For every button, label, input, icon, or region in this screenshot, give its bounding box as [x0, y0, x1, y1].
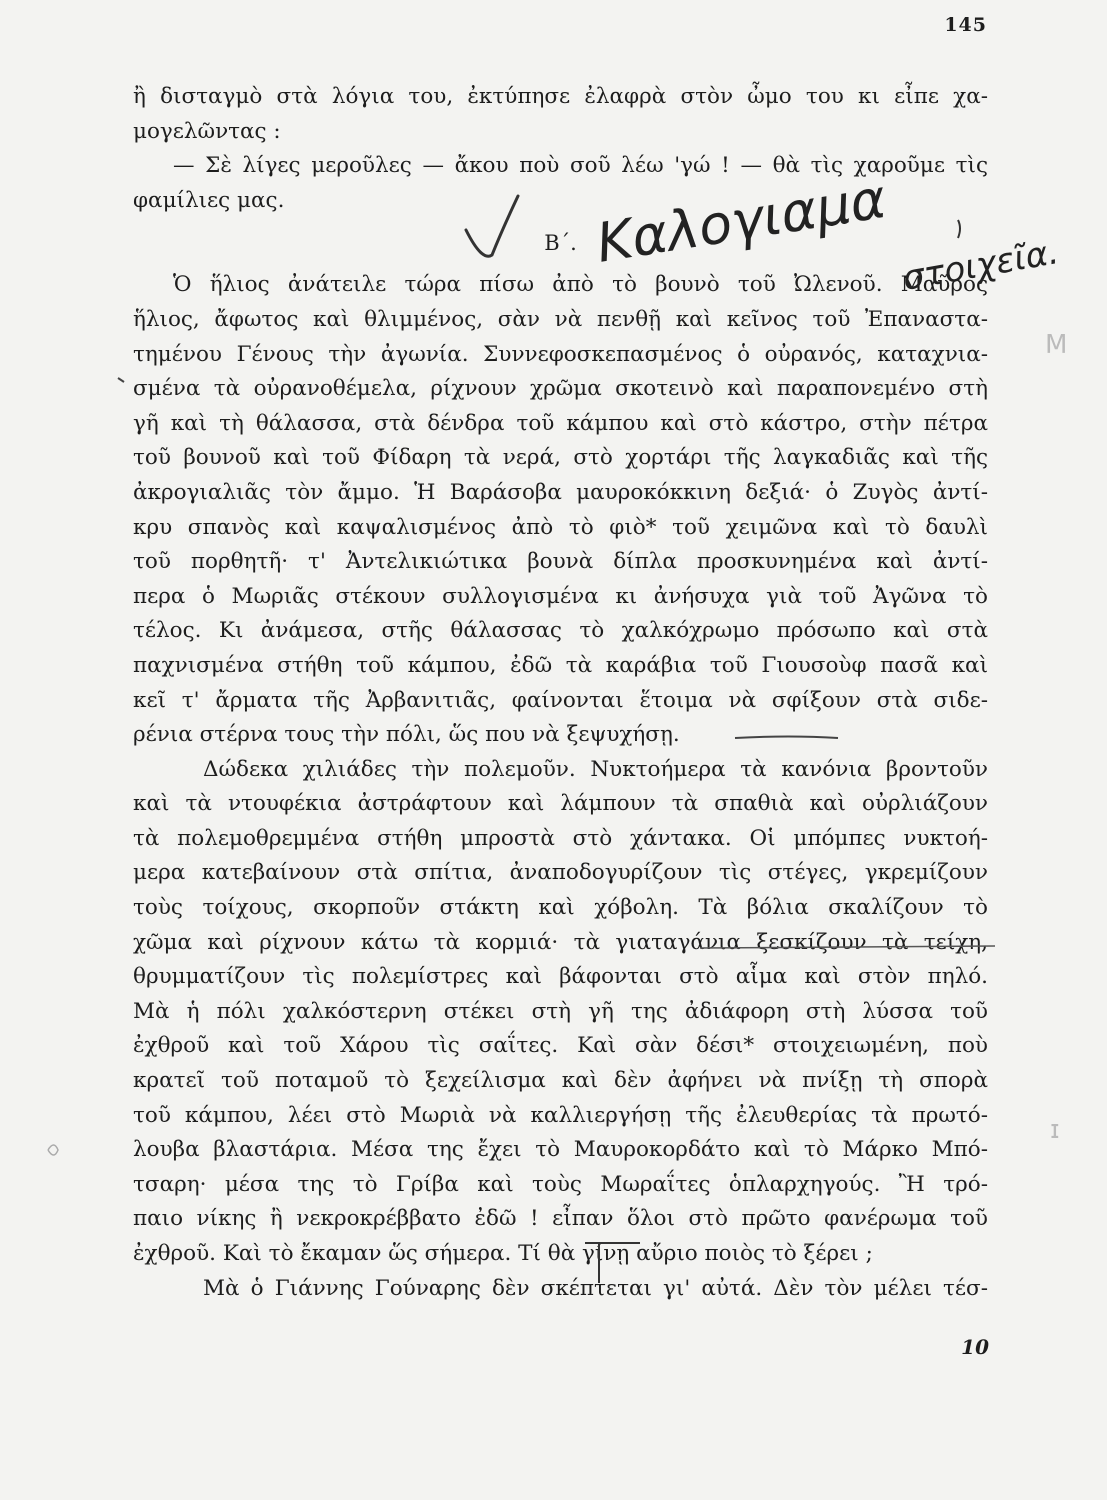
paragraph-line: ἐχθροῦ καὶ τοῦ Χάρου τὶς σαΐτες. Καὶ σὰν δέσι* στοιχειωμένη, ποὺ — [133, 1033, 988, 1059]
paragraph-line: θρυμματίζουν τὶς πολεμίστρες καὶ βάφονται στὸ αἷμα καὶ στὸν πηλό. — [133, 964, 988, 990]
paragraph-line: καὶ τὰ ντουφέκια ἀστράφτουν καὶ λάμπουν τὰ σπαθιὰ καὶ οὐρλιάζουν — [133, 791, 988, 817]
paragraph-line: λουβα βλαστάρια. Μέσα της ἔχει τὸ Μαυροκορδάτο καὶ τὸ Μάρκο Μπό- — [133, 1137, 988, 1163]
paragraph-line: κεῖ τ' ἄρματα τῆς Ἀρβανιτιᾶς, φαίνονται ἕτοιμα νὰ σφίξουν στὰ σιδε- — [133, 687, 988, 713]
paragraph-line: τοῦ πορθητῆ· τ' Ἀντελικιώτικα βουνὰ δίπλα προσκυνημένα καὶ ἀντί- — [133, 549, 988, 575]
text-body — [133, 80, 988, 1306]
paragraph-line: κρατεῖ τοῦ ποταμοῦ τὸ ξεχείλισμα καὶ δὲν ἀφήνει νὰ πνίξῃ τὴ σπορὰ — [133, 1068, 988, 1094]
paragraph-line: Μὰ ὁ Γιάννης Γούναρης δὲν σκέπτεται γι' αὐτά. Δὲν τὸν μέλει τέσ- — [203, 1275, 988, 1301]
paragraph-line: χῶμα καὶ ρίχνουν κάτω τὰ κορμιά· τὰ γιαταγάνια ξεσκίζουν τὰ τείχη, — [133, 929, 988, 955]
paragraph-line: σμένα τὰ οὐρανοθέμελα, ρίχνουν χρῶμα σκοτεινὸ καὶ παραπονεμένο στὴ — [133, 376, 988, 402]
section-heading: Β΄. — [544, 231, 577, 256]
bleed-through-mark: Μ — [1045, 330, 1068, 360]
text-line: μογελῶντας : — [133, 118, 281, 144]
paragraph-line: Ὁ ἥλιος ἀνάτειλε τώρα πίσω ἀπὸ τὸ βουνὸ τοῦ Ὠλενοῦ. Μαῦρος — [173, 272, 988, 298]
paragraph-line: παχνισμένα στήθη τοῦ κάμπου, ἐδῶ τὰ καράβια τοῦ Γιουσοὺφ πασᾶ καὶ — [133, 652, 988, 678]
margin-tick-icon — [118, 378, 124, 382]
paragraph-line: ἀκρογιαλιᾶς τὸν ἄμμο. Ἡ Βαράσοβα μαυροκόκκινη δεξιά· ὁ Ζυγὸς ἀντί- — [133, 479, 988, 505]
bleed-through-mark: ɪ — [1050, 1115, 1060, 1145]
paragraph-line: τὰ πολεμοθρεμμένα στήθη μπροστὰ στὸ χάντακα. Οἱ μπόμπες νυκτοή- — [133, 825, 988, 851]
paragraph-line: μερα κατεβαίνουν στὰ σπίτια, ἀναποδογυρίζουν τὶς στέγες, γκρεμίζουν — [133, 860, 988, 886]
paragraph-line: γῆ καὶ τὴ θάλασσα, στὰ δένδρα τοῦ κάμπου καὶ στὸ κάστρο, στὴν πέτρα — [133, 410, 988, 436]
paragraph-line: τέλος. Κι ἀνάμεσα, στῆς θάλασσας τὸ χαλκόχρωμο πρόσωπο καὶ στὰ — [133, 618, 988, 644]
dialogue-line: — Σὲ λίγες μεροῦλες — ἄκου ποὺ σοῦ λέω 'γώ ! — θὰ τὶς χαροῦμε τὶς — [173, 153, 988, 179]
paragraph-line: ἥλιος, ἄφωτος καὶ θλιμμένος, σὰν νὰ πενθῇ καὶ κεῖνος τοῦ Ἐπαναστα- — [133, 306, 988, 332]
paragraph-line: τοὺς τοίχους, σκορποῦν στάκτη καὶ χόβολη. Τὰ βόλια σκαλίζουν τὸ — [133, 895, 988, 921]
handwritten-word: Καλογιαμα — [592, 166, 891, 275]
text-line: ἢ δισταγμὸ στὰ λόγια του, ἐκτύπησε ἐλαφρὰ στὸν ὦμο του κι εἶπε χα- — [133, 84, 988, 109]
paragraph-line: Μὰ ἡ πόλι χαλκόστερνη στέκει στὴ γῆ της ἀδιάφορη στὴ λύσσα τοῦ — [133, 998, 988, 1024]
paragraph-line: παιο νίκης ἢ νεκροκρέββατο ἐδῶ ! εἶπαν ὅλοι στὸ πρῶτο φανέρωμα τοῦ — [133, 1206, 988, 1232]
paragraph-line: ρένια στέρνα τους τὴν πόλι, ὥς που νὰ ξεψυχήσῃ. — [133, 722, 680, 748]
paragraph-line: περα ὁ Μωριᾶς στέκουν συλλογισμένα κι ἀνήσυχα γιὰ τοῦ Ἀγῶνα τὸ — [133, 583, 988, 609]
paragraph-line: τημένου Γένους τὴν ἀγωνία. Συννεφοσκεπασμένος ὁ οὐρανός, καταχνια- — [133, 341, 988, 367]
paragraph-line: Δώδεκα χιλιάδες τὴν πολεμοῦν. Νυκτοήμερα τὰ κανόνια βροντοῦν — [203, 756, 988, 782]
paragraph-line: κρυ σπανὸς καὶ καψαλισμένος ἀπὸ τὸ φιὸ* τοῦ χειμῶνα καὶ τὸ δαυλὶ — [133, 514, 988, 540]
signature-mark: 10 — [961, 1335, 989, 1359]
paragraph-line: τσαρη· μέσα της τὸ Γρίβα καὶ τοὺς Μωραΐτες ὁπλαρχηγούς. Ἢ τρό- — [133, 1171, 988, 1197]
paragraph-line: τοῦ βουνοῦ καὶ τοῦ Φίδαρη τὰ νερά, στὸ χορτάρι τῆς λαγκαδιᾶς καὶ τῆς — [133, 445, 988, 471]
margin-squiggle-icon — [48, 1145, 58, 1155]
page-number: 145 — [944, 14, 987, 36]
text-line: φαμίλιες μας. — [133, 187, 285, 213]
handwritten-word: στοιχεῖα. — [899, 232, 1062, 299]
paragraph-line: τοῦ κάμπου, λέει στὸ Μωριὰ νὰ καλλιεργήσῃ τῆς ἐλευθερίας τὰ πρωτό- — [133, 1102, 988, 1128]
paragraph-line: ἐχθροῦ. Καὶ τὸ ἔκαμαν ὥς σήμερα. Τί θὰ γίνῃ αὔριο ποιὸς τὸ ξέρει ; — [133, 1241, 873, 1266]
